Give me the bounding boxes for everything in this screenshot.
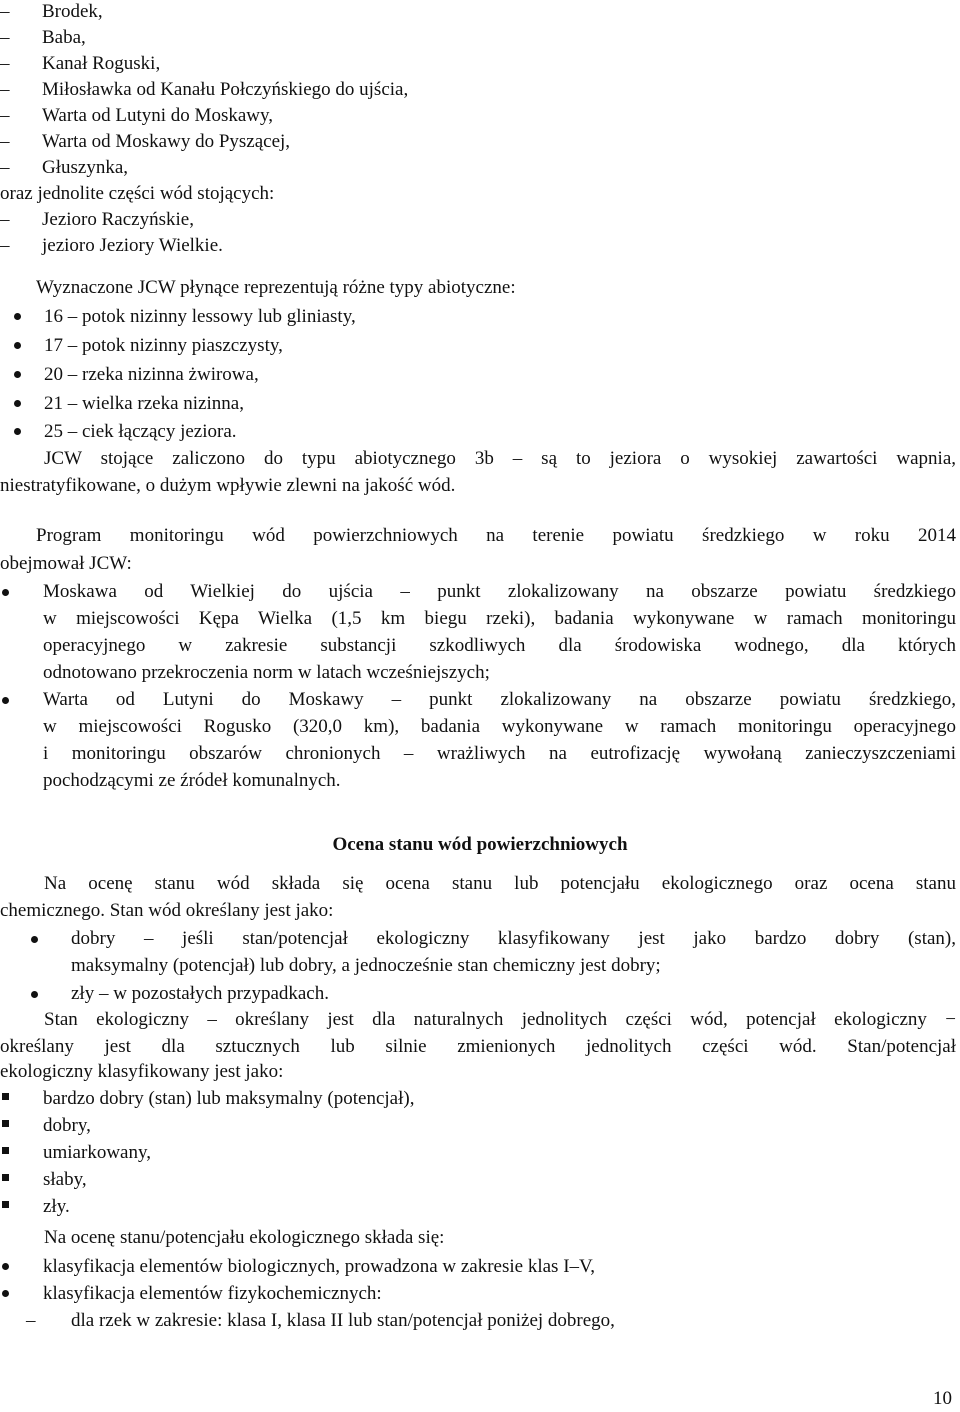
list-item-line: i monitoringu obszarów chronionych – wrażliwych na eutrofizację wywołaną zanieczyszczeniami <box>43 743 956 764</box>
bullet-icon <box>2 1290 9 1297</box>
paragraph-line: obejmował JCW: <box>0 553 132 574</box>
types-intro: Wyznaczone JCW płynące reprezentują różne typy abiotyczne: <box>36 277 516 298</box>
paragraph-line: Program monitoringu wód powierzchniowych na terenie powiatu średzkiego w roku 2014 <box>36 525 956 546</box>
square-bullet-icon <box>2 1093 9 1100</box>
bullet-icon <box>2 589 9 596</box>
list-item-line: operacyjnego w zakresie substancji szkodliwych dla środowiska wodnego, dla których <box>43 635 956 656</box>
list-item-line: zły – w pozostałych przypadkach. <box>71 983 329 1004</box>
section-heading: Ocena stanu wód powierzchniowych <box>332 834 628 855</box>
lakes-intro: oraz jednolite części wód stojących: <box>0 183 275 204</box>
paragraph-line: określany jest dla sztucznych lub silnie zmienionych jednolitych części wód. Stan/potencjał <box>0 1036 956 1057</box>
bullet-icon <box>14 313 21 320</box>
list-item-line: maksymalny (potencjał) lub dobry, a jednocześnie stan chemiczny jest dobry; <box>71 955 661 976</box>
bullet-icon <box>31 991 38 998</box>
list-item-line: pochodzącymi ze źródeł komunalnych. <box>43 770 341 791</box>
components-intro: Na ocenę stanu/potencjału ekologicznego składa się: <box>44 1227 445 1248</box>
square-bullet-icon <box>2 1201 9 1208</box>
square-bullet-icon <box>2 1120 9 1127</box>
paragraph-line: chemicznego. Stan wód określany jest jako: <box>0 900 334 921</box>
bullet-icon <box>14 428 21 435</box>
bullet-icon <box>2 697 9 704</box>
bullet-icon <box>14 371 21 378</box>
list-item-line: odnotowano przekroczenia norm w latach wcześniejszych; <box>43 662 490 683</box>
square-bullet-icon <box>2 1174 9 1181</box>
paragraph-line: niestratyfikowane, o dużym wpływie zlewni na jakość wód. <box>0 475 456 496</box>
bullet-icon <box>14 400 21 407</box>
bullet-icon <box>31 936 38 943</box>
bullet-icon <box>14 342 21 349</box>
list-item-line: Moskawa od Wielkiej do ujścia – punkt zlokalizowany na obszarze powiatu średzkiego <box>43 581 956 602</box>
paragraph-line: JCW stojące zaliczono do typu abiotycznego 3b – są to jeziora o wysokiej zawartości wapnia, <box>44 448 956 469</box>
list-item-line: Warta od Lutyni do Moskawy – punkt zlokalizowany na obszarze powiatu średzkiego, <box>43 689 956 710</box>
list-item-line: w miejscowości Kępa Wielka (1,5 km biegu rzeki), badania wykonywane w ramach monitoringu <box>43 608 956 629</box>
paragraph-line: Stan ekologiczny – określany jest dla naturalnych jednolitych części wód, potencjał ekologiczny − <box>44 1009 956 1030</box>
bullet-icon <box>2 1263 9 1270</box>
paragraph-line: Na ocenę stanu wód składa się ocena stanu lub potencjału ekologicznego oraz ocena stanu <box>44 873 956 894</box>
list-item-line: w miejscowości Rogusko (320,0 km), badania wykonywane w ramach monitoringu operacyjnego <box>43 716 956 737</box>
page-number: 10 <box>933 1388 952 1409</box>
list-item-line: dobry – jeśli stan/potencjał ekologiczny klasyfikowany jest jako bardzo dobry (stan), <box>71 928 956 949</box>
paragraph-line: ekologiczny klasyfikowany jest jako: <box>0 1061 284 1082</box>
square-bullet-icon <box>2 1147 9 1154</box>
